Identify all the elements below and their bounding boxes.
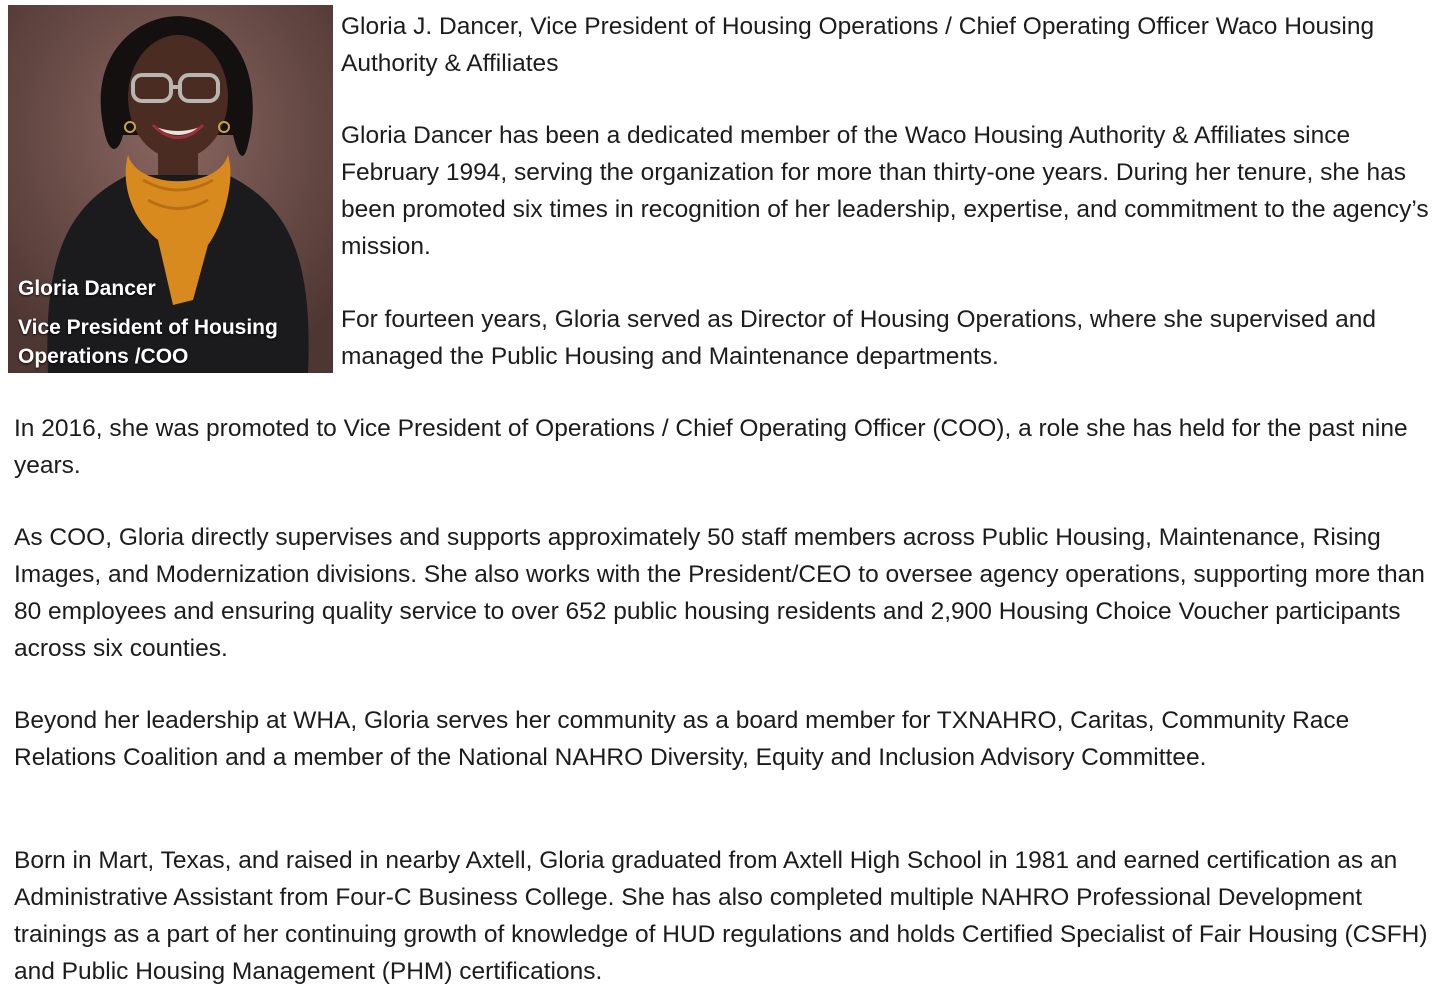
photo-caption-title: Vice President of Housing Operations /COO: [18, 316, 278, 368]
bio-paragraph-coo-duties: As COO, Gloria directly supervises and supports approximately 50 staff members across Public Housing, Maintenance, Rising Images, and Modernization divisions. She also works with the President/CEO to oversee agency operations, supporting more than 80 employees and ensuring quality service to over 652 public housing residents and 2,900 Housing Choice Voucher participants across six counties.: [14, 524, 1425, 662]
photo-caption-name: Gloria Dancer: [18, 277, 156, 300]
bio-paragraph-tenure: Gloria Dancer has been a dedicated member of the Waco Housing Authority & Affiliates since February 1994, serving the organization for more than thirty-one years. During her tenure, she has been promoted six times in recognition of her leadership, expertise, and commitment to the agency’s mission.: [341, 122, 1429, 260]
bio-paragraph-director: For fourteen years, Gloria served as Director of Housing Operations, where she supervised and managed the Public Housing and Maintenance departments.: [341, 306, 1376, 370]
portrait-photo: [8, 5, 333, 373]
bio-paragraph-promotion: In 2016, she was promoted to Vice President of Operations / Chief Operating Officer (COO), a role she has held for the past nine years.: [14, 415, 1408, 479]
bio-paragraph-education: Born in Mart, Texas, and raised in nearby Axtell, Gloria graduated from Axtell High School in 1981 and earned certification as an Administrative Assistant from Four-C Business College. She has also completed multiple NAHRO Professional Development trainings as a part of her continuing growth of knowledge of HUD regulations and holds Certified Specialist of Fair Housing (CSFH) and Public Housing Management (PHM) certifications.: [14, 847, 1428, 985]
bio-heading: Gloria J. Dancer, Vice President of Housing Operations / Chief Operating Officer Waco Housing Authority & Affiliates: [341, 13, 1375, 77]
bio-paragraph-community: Beyond her leadership at WHA, Gloria serves her community as a board member for TXNAHRO, Caritas, Community Race Relations Coalition and a member of the National NAHRO Diversity, Equity and Inclusion Advisory Committee.: [14, 707, 1350, 771]
